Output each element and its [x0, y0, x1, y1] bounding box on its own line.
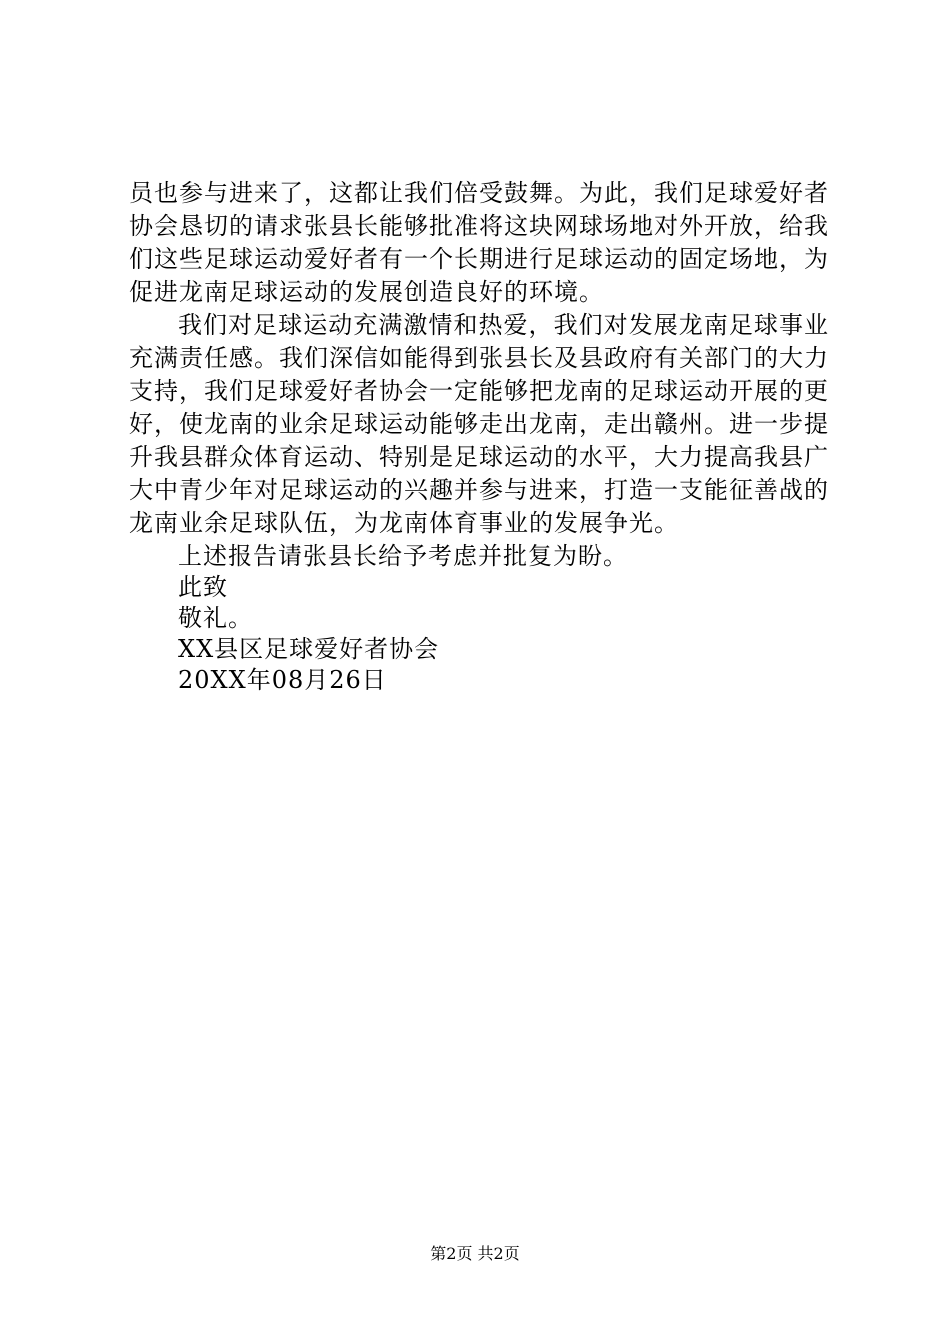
closing-request: 上述报告请张县长给予考虑并批复为盼。 — [178, 542, 628, 570]
date: 20XX年08月26日 — [178, 666, 387, 694]
signature: XX县区足球爱好者协会 — [178, 635, 440, 663]
closing-salutation-1: 此致 — [178, 573, 228, 601]
body-paragraph-2: 我们对足球运动充满激情和热爱，我们对发展龙南足球事业充满责任感。我们深信如能得到张县长及县政府有关部门的大力支持，我们足球爱好者协会一定能够把龙南的足球运动开展的更好，使龙南的业余足球运动能够走出龙南，走出赣州。进一步提升我县群众体育运动、特别是足球运动的水平，大力提高我县广大中青少年对足球运动的兴趣并参与进来，打造一支能征善战的龙南业余足球队伍，为龙南体育事业的发展争光。 — [129, 311, 829, 537]
closing-salutation-2: 敬礼。 — [178, 604, 253, 632]
page-footer: 第2页 共2页 — [430, 1244, 520, 1263]
body-paragraph-1: 员也参与进来了，这都让我们倍受鼓舞。为此，我们足球爱好者协会恳切的请求张县长能够批准将这块网球场地对外开放，给我们这些足球运动爱好者有一个长期进行足球运动的固定场地，为促进龙南足球运动的发展创造良好的环境。 — [129, 179, 829, 306]
closing-block — [178, 541, 628, 696]
